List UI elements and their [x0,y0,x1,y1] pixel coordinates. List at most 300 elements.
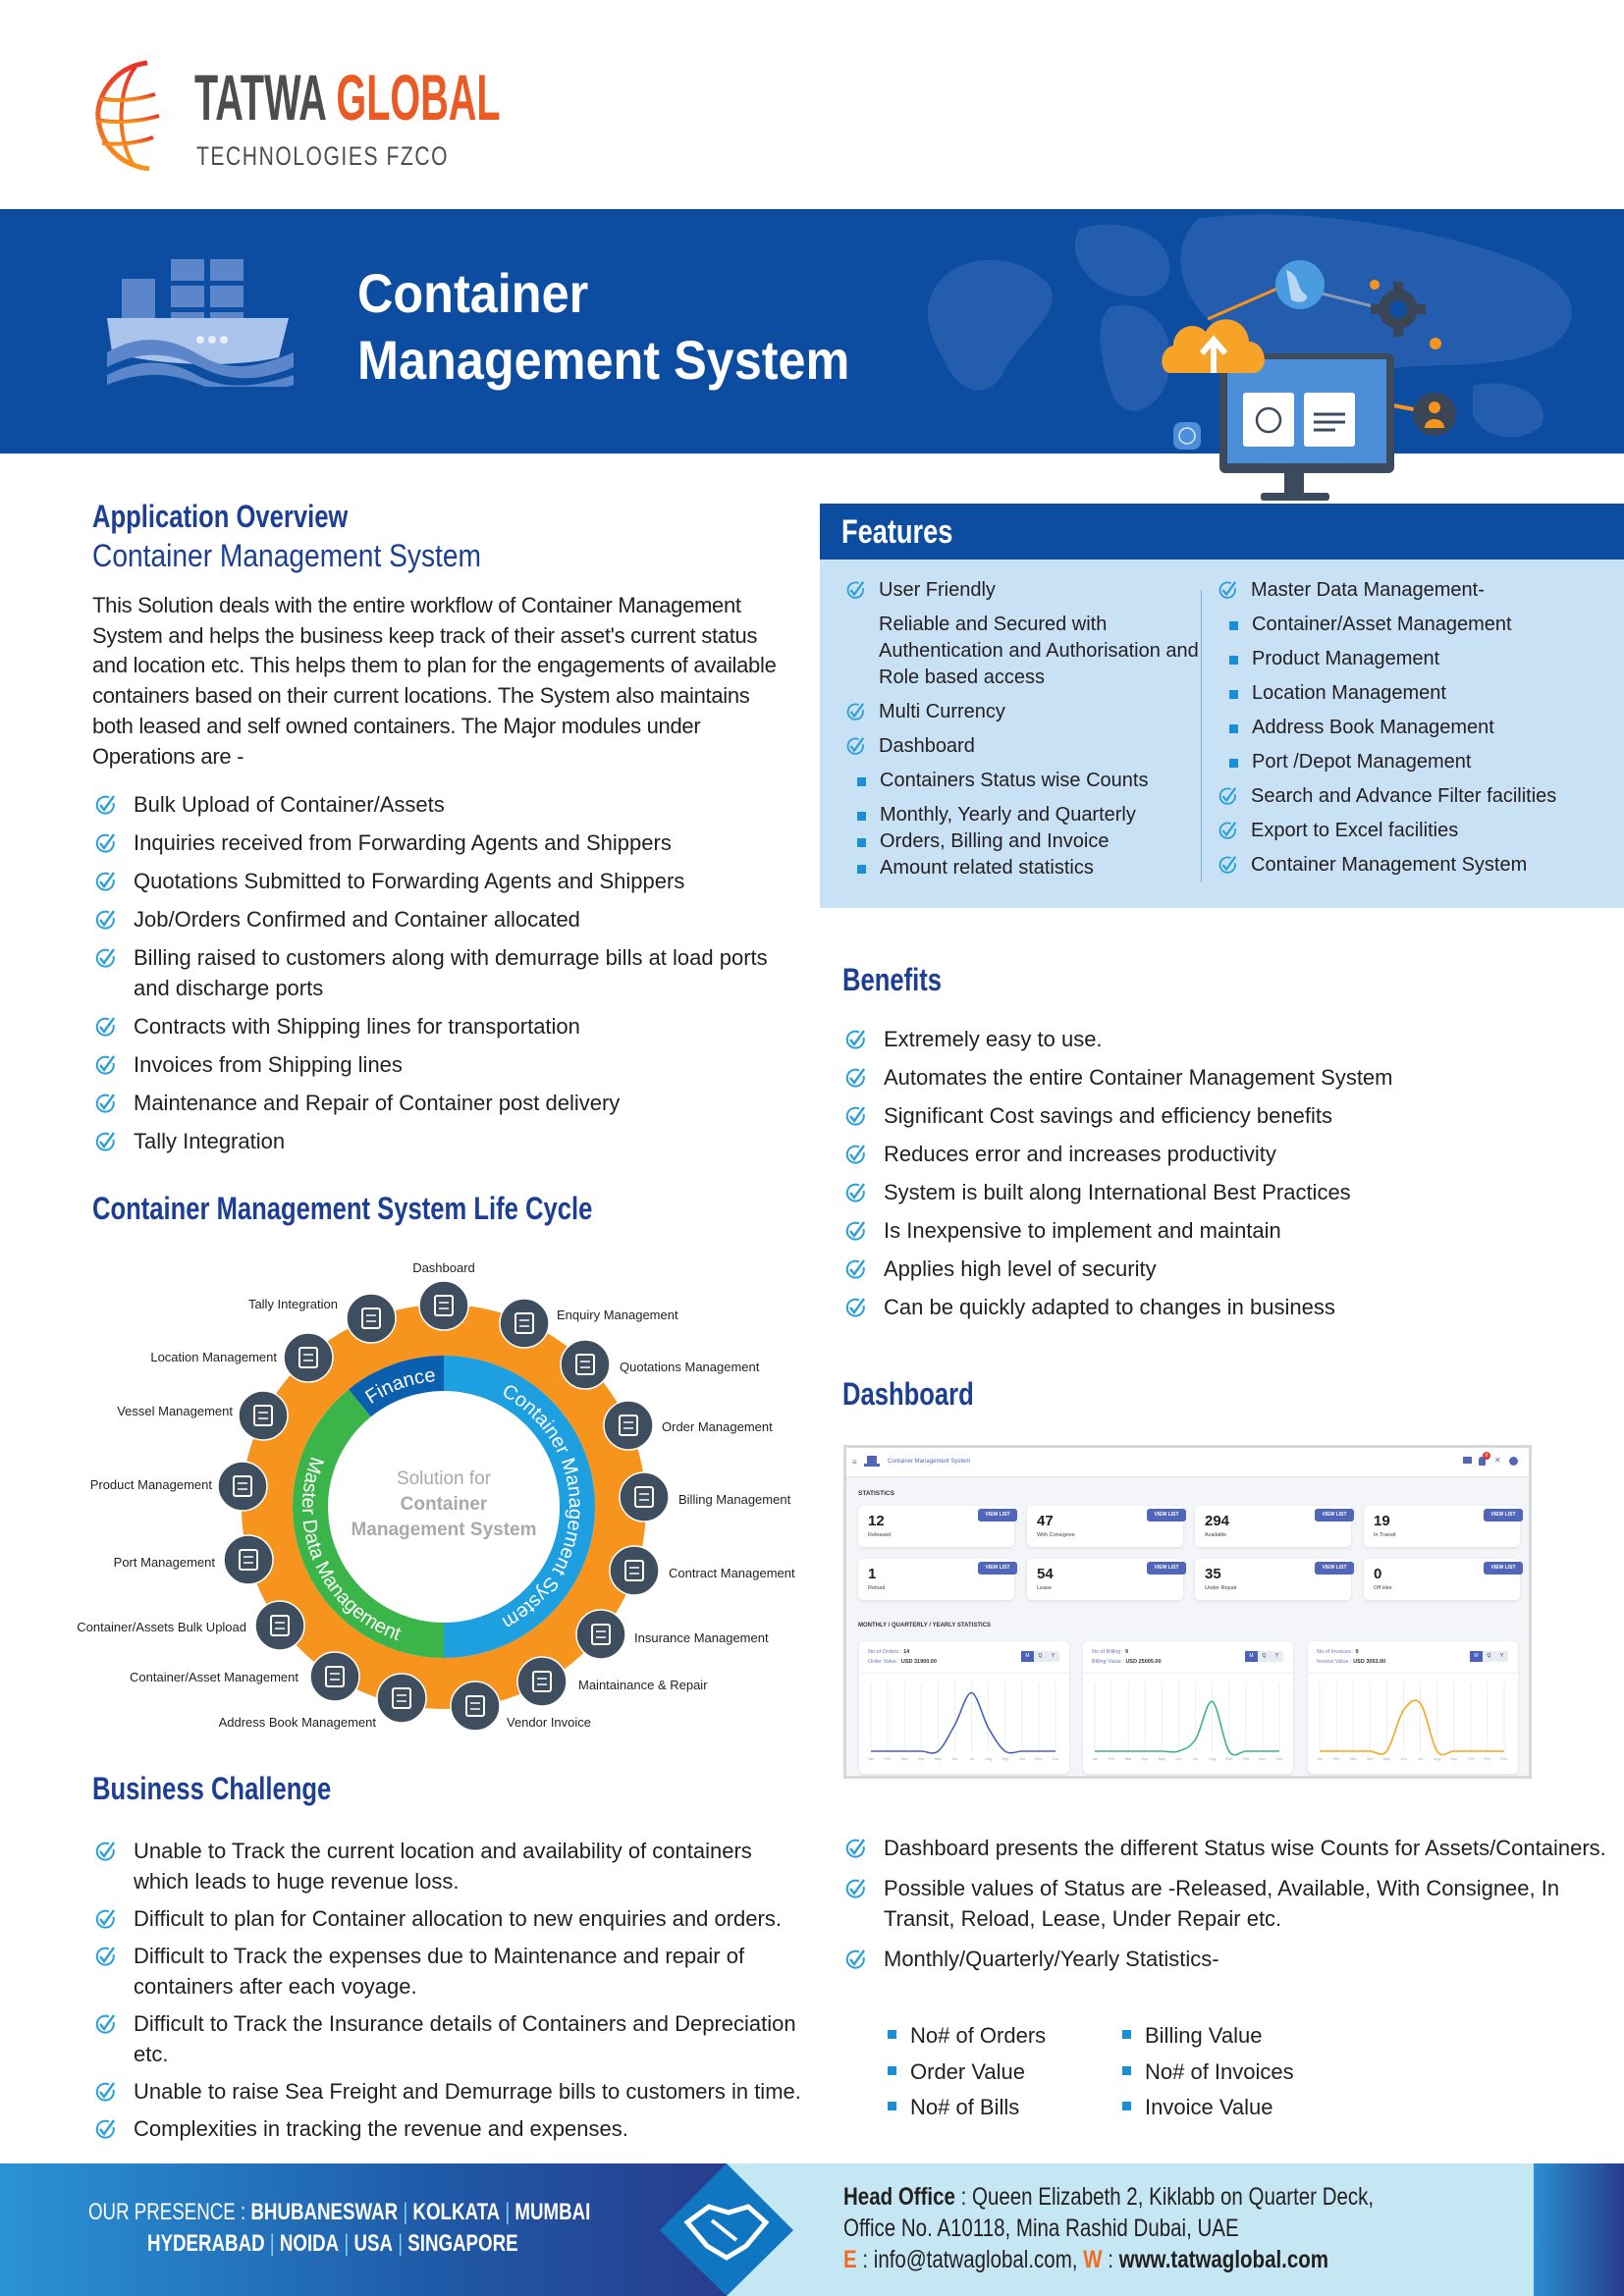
list-item-text: Can be quickly adapted to changes in business [884,1295,1335,1319]
period-button-y[interactable]: Y [1051,1653,1056,1659]
center-text-line2: Container [400,1494,488,1515]
challenge-heading: Business Challenge [92,1771,332,1806]
lifecycle-node-label: Product Management [89,1477,212,1492]
list-item-text: Container/Asset Management [1252,614,1512,635]
list-item-text: System is built along International Best Practices [884,1180,1351,1204]
month-tick-label: Oct [1467,1756,1474,1761]
check-circle-icon [844,1219,866,1241]
lifecycle-node-label: Location Management [150,1350,277,1364]
city-name: SINGAPORE [407,2230,518,2257]
dashboard-notes-list [844,1833,1610,1984]
month-tick-label: May [1158,1756,1166,1761]
list-item-text: Difficult to plan for Container allocation to new enquiries and orders. [134,1906,782,1931]
period-button-y[interactable]: Y [1274,1653,1279,1659]
square-bullet-icon [888,2030,896,2039]
gears-icon [517,1657,567,1706]
month-tick-label: Feb [1332,1756,1340,1761]
list-item-text: Billing Value [1145,2023,1263,2048]
amount-label: Order Value : [868,1659,900,1665]
clipboard-icon [610,1546,659,1595]
status-count: 19 [1374,1513,1390,1529]
list-item [844,1254,1610,1284]
month-tick-label: Apr [918,1756,925,1761]
city-name: NOIDA [279,2230,340,2257]
package-icon [604,1401,653,1450]
list-item [845,802,1199,828]
list-item-text: Port /Depot Management [1252,751,1472,773]
list-item-text: Unable to Track the current location and availability of containers which leads to huge revenue loss. [134,1839,752,1894]
app-logo-icon [864,1456,880,1469]
list-item-text: Maintenance and Repair of Container post delivery [134,1091,621,1115]
list-item-text: No# of Bills [910,2095,1020,2119]
check-circle-icon [844,1143,866,1164]
period-button-m[interactable]: M [1470,1651,1483,1662]
hamburger-menu-icon[interactable]: ≡ [852,1458,857,1467]
month-tick-label: Apr [1367,1756,1374,1761]
month-tick-label: Nov [1035,1756,1043,1761]
month-tick-label: Apr [1142,1756,1149,1761]
check-circle-icon [845,580,865,600]
list-item-text: Invoices from Shipping lines [134,1052,403,1077]
list-item [844,1024,1610,1054]
month-tick-label: Sep [1225,1756,1233,1761]
period-button-y[interactable]: Y [1499,1653,1504,1659]
benefits-heading: Benefits [842,962,942,997]
check-circle-icon [845,702,865,721]
list-item-text: Monthly/Quarterly/Yearly Statistics- [884,1947,1219,1971]
email-label: E [843,2246,857,2273]
check-circle-icon [1218,786,1237,806]
check-circle-icon [94,908,116,930]
line-chart [1308,1641,1518,1761]
period-button-q[interactable]: Q [1487,1653,1491,1659]
lifecycle-node-label: Enquiry Management [557,1308,678,1322]
dashboard-stats-col2 [1122,2020,1417,2128]
month-tick-label: Jun [1400,1756,1407,1761]
month-tick-label: May [934,1756,943,1761]
list-item-text: User Friendly [879,579,996,601]
amount-value: USD 31900.00 [900,1659,937,1665]
list-item-text: Containers Status wise Counts [880,770,1149,791]
month-tick-label: Mar [1349,1756,1357,1761]
cloud-monitor-illustration [1159,245,1483,506]
check-circle-icon [844,1296,866,1317]
status-count: 54 [1037,1566,1054,1582]
month-tick-label: Jan [1316,1756,1324,1761]
list-item [844,1873,1610,1934]
check-circle-icon [844,1837,866,1858]
web-label: W [1083,2246,1103,2273]
statistics-chart-card [1083,1641,1293,1774]
list-item-text: Applies high level of security [884,1256,1157,1281]
month-tick-label: Jul [1192,1756,1199,1761]
list-item [1218,852,1620,879]
list-item-text: Is Inexpensive to implement and maintain [884,1218,1281,1243]
status-label: Released [868,1532,892,1538]
list-item-text: Quotations Submitted to Forwarding Agents and Shippers [134,869,685,893]
month-tick-label: Dec [1052,1756,1059,1761]
check-circle-icon [1218,580,1237,600]
lifecycle-node-label: Port Management [113,1555,215,1570]
list-item [845,612,1199,691]
list-item [94,2008,811,2069]
month-tick-label: Dec [1275,1756,1283,1761]
status-count-card [1364,1559,1520,1600]
month-tick-label: Jun [951,1756,958,1761]
list-item-text: Master Data Management- [1251,579,1485,601]
features-column-divider [1201,590,1202,882]
series-line [1320,1700,1504,1754]
list-item [845,699,1199,725]
list-item [845,577,1199,604]
city-name: KOLKATA [412,2199,501,2225]
list-item [1218,715,1620,741]
benefits-list [844,1024,1610,1330]
list-item-text: Container Management System [1251,854,1528,876]
status-count: 35 [1205,1566,1221,1582]
list-item [94,1126,801,1156]
dashboard-heading: Dashboard [842,1376,974,1412]
month-tick-label: Mar [1124,1756,1132,1761]
dashboard-topbar [846,1448,1529,1477]
checklist-icon [500,1299,549,1348]
count-label: No of Invoices : [1317,1649,1354,1655]
list-item [1122,2056,1417,2087]
list-item [844,1944,1610,1974]
status-count: 294 [1205,1513,1230,1529]
month-tick-label: Aug [985,1756,993,1761]
modules-list [94,789,801,1164]
container-ship-icon [310,1652,359,1701]
check-circle-icon [94,1053,116,1075]
check-circle-icon [844,1028,866,1049]
status-count: 1 [868,1566,877,1582]
month-tick-label: Feb [1108,1756,1115,1761]
list-item-text: Extremely easy to use. [884,1027,1103,1051]
square-bullet-icon [1229,724,1238,733]
list-item-text: Significant Cost savings and efficiency benefits [884,1103,1332,1128]
center-text-line3: Management System [351,1520,537,1540]
status-label: Under Repair [1205,1585,1237,1591]
period-button-q[interactable]: Q [1038,1653,1043,1659]
month-tick-label: Jan [867,1756,875,1761]
amount-label: Invoice Value : [1317,1659,1352,1665]
container-ship-icon [102,259,303,387]
month-tick-label: Oct [1018,1756,1025,1761]
city-name: MUMBAI [514,2199,591,2225]
ring-label-container-management: Container Management System [498,1380,587,1633]
check-circle-icon [844,1181,866,1202]
square-bullet-icon [1229,656,1238,665]
dashboard-screenshot [843,1445,1532,1779]
check-circle-icon [94,1015,116,1037]
user-icon [1413,393,1456,436]
view-list-button[interactable]: VIEW LIST [1315,1562,1354,1575]
month-tick-label: Nov [1484,1756,1491,1761]
list-item-text: Unable to raise Sea Freight and Demurrage bills to customers in time. [134,2079,801,2104]
list-item [94,828,801,858]
list-item [94,1088,801,1118]
features-left-column [845,577,1199,889]
square-bullet-icon [857,865,866,874]
check-circle-icon [844,1257,866,1279]
square-bullet-icon [888,2102,896,2110]
overview-paragraph: This Solution deals with the entire workflow of Container Management System and helps the business keep track of their asset's current status and location etc. This helps them to plan for the engagements of available containers based on their current locations. The System also maintains both leased and self owned containers. The Major modules under Operations are - [92,593,777,769]
lifecycle-node-label: Vendor Invoice [507,1715,592,1730]
count-value: 9 [1355,1649,1359,1655]
count-label: No of Billing : [1092,1649,1124,1655]
check-circle-icon [94,870,116,891]
city-separator: | [264,2230,280,2257]
list-item-text: Contracts with Shipping lines for transportation [134,1014,580,1039]
month-tick-label: Sep [1450,1756,1458,1761]
list-item [1218,749,1620,775]
view-list-button[interactable]: VIEW LIST [1147,1509,1186,1522]
footer-contact: Head Office : Queen Elizabeth 2, Kiklabb on Quarter Deck, Office No. A10118, Mina Rashid Dubai, UAE E : info@tatwaglobal.com, W : www.tatwaglobal.com [727,2163,1534,2296]
list-item [845,768,1199,794]
list-item [1218,577,1620,604]
tally-logo-icon [347,1294,396,1343]
check-circle-icon [94,1092,116,1113]
list-item [888,2056,1113,2087]
status-count-card [858,1559,1014,1600]
challenge-list [94,1836,811,2151]
lifecycle-node-label: Tally Integration [247,1297,338,1311]
list-item-text: Difficult to Track the expenses due to Maintenance and repair of containers after each voyage. [134,1944,745,1999]
city-name: BHUBANESWAR [250,2199,399,2225]
banner-title-line2: Management System [357,329,850,391]
list-item-text: Bulk Upload of Container/Assets [134,792,445,817]
features-right-column [1218,577,1620,886]
check-circle-icon [94,1840,116,1861]
address-line2: Office No. A10118, Mina Rashid Dubai, UAE [843,2215,1239,2242]
status-count-card [1027,1506,1183,1547]
period-button-m[interactable]: M [1245,1651,1258,1662]
check-circle-icon [1218,821,1237,840]
lifecycle-node-label: Contract Management [669,1566,795,1580]
check-circle-icon [94,793,116,815]
check-circle-icon [844,1948,866,1969]
features-panel [820,504,1624,908]
list-item [844,1062,1610,1093]
check-circle-icon [94,2080,116,2102]
list-item-text: Orders, Billing and Invoice [880,830,1110,852]
check-circle-icon [94,1130,116,1151]
status-label: With Consignee [1037,1532,1075,1538]
product-presentation-icon [218,1462,267,1511]
check-circle-icon [94,2012,116,2034]
city-separator: | [393,2230,408,2257]
footer-presence [0,2163,727,2296]
status-count-card [1195,1506,1351,1547]
status-label: Reload [868,1585,886,1591]
month-tick-label: Feb [884,1756,892,1761]
series-line [1095,1701,1279,1754]
location-pin-icon [284,1333,333,1382]
list-item-text: Search and Advance Filter facilities [1251,785,1557,807]
center-text-line1: Solution for [396,1468,492,1489]
status-label: Lease [1037,1585,1052,1591]
check-circle-icon [844,1066,866,1088]
lifecycle-node-label: Billing Management [678,1492,791,1507]
invoice-icon [451,1682,500,1731]
lifecycle-node-label: Container/Assets Bulk Upload [77,1620,246,1634]
presence-label: OUR PRESENCE : [88,2199,246,2225]
list-item-text: Amount related statistics [880,857,1094,879]
list-item [1218,646,1620,672]
list-item [844,1100,1610,1131]
count-label: No of Orders : [868,1649,902,1655]
line-chart [859,1641,1069,1761]
lifecycle-diagram [0,1247,815,1747]
month-tick-label: Dec [1500,1756,1508,1761]
website-link[interactable]: www.tatwaglobal.com [1118,2246,1329,2273]
lifecycle-node-label: Container/Asset Management [130,1670,298,1684]
banner-title-line1: Container [357,262,589,324]
list-item-text: Billing raised to customers along with demurrage bills at load ports and discharge ports [134,945,768,1000]
status-count: 12 [868,1513,885,1529]
lifecycle-node-label: Quotations Management [620,1360,760,1374]
vessel-icon [239,1391,288,1440]
features-header-bar [820,504,1624,560]
list-item [94,866,801,896]
list-item-text: Reliable and Secured with Authentication and Authorisation and Role based access [879,614,1199,688]
square-bullet-icon [1122,2030,1131,2039]
lifecycle-node-label: Vessel Management [117,1404,233,1418]
list-item-text: Inquiries received from Forwarding Agents and Shippers [134,830,672,855]
list-item [844,1292,1610,1322]
ring-label-finance: Finance [361,1364,437,1409]
list-item-text: Order Value [910,2058,1025,2084]
lifecycle-heading: Container Management System Life Cycle [92,1191,593,1226]
email-link[interactable]: info@tatwaglobal.com, [873,2246,1078,2273]
check-circle-icon [94,1907,116,1929]
amount-value: USD 3053.00 [1353,1659,1386,1665]
list-item [94,1049,801,1080]
city-separator: | [500,2199,515,2225]
list-item-text: Export to Excel facilities [1251,820,1459,841]
list-item-text: Tally Integration [134,1129,286,1153]
list-item-text: Dashboard [879,735,975,757]
list-item-text: Possible values of Status are -Released, Available, With Consignee, In Transit, Reload, Lease, Under Repair etc. [884,1876,1560,1931]
series-line [871,1692,1056,1752]
status-count-card [1364,1506,1520,1547]
square-bullet-icon [1122,2102,1131,2110]
list-item [1122,2020,1417,2051]
mail-icon[interactable] [1463,1457,1472,1464]
user-avatar-icon[interactable] [1509,1457,1518,1466]
line-chart [1083,1641,1293,1761]
month-tick-label: Aug [1209,1756,1217,1761]
month-tick-label: Sep [1001,1756,1009,1761]
address-book-icon [377,1674,426,1723]
check-circle-icon [844,1104,866,1126]
lifecycle-node-label: Order Management [662,1419,773,1434]
check-circle-icon [94,946,116,968]
features-heading: Features [841,513,953,551]
overview-heading: Application Overview [92,499,349,534]
view-list-button[interactable]: VIEW LIST [1484,1562,1523,1575]
status-label: In Transit [1374,1532,1396,1538]
list-item [94,1941,811,2002]
month-tick-label: Jan [1091,1756,1099,1761]
view-list-button[interactable]: VIEW LIST [978,1562,1017,1575]
month-tick-label: Jul [1417,1756,1424,1761]
list-item [844,1833,1610,1863]
view-list-button[interactable]: VIEW LIST [978,1509,1017,1522]
status-count-card [858,1506,1014,1547]
list-item [844,1177,1610,1207]
check-circle-icon [94,831,116,853]
list-item-text: Automates the entire Container Management System [884,1065,1393,1090]
month-tick-label: Jul [968,1756,975,1761]
month-tick-label: May [1382,1756,1391,1761]
gear-icon [1371,282,1426,337]
ring-label-master-data: Master Data Management [297,1454,405,1645]
square-bullet-icon [857,777,866,786]
statistics-label: STATISTICS [858,1490,894,1497]
port-icon [224,1535,273,1584]
list-item [888,2092,1113,2122]
period-statistics-label: MONTHLY / QUARTERLY / YEARLY STATISTICS [858,1623,992,1629]
view-list-button[interactable]: VIEW LIST [1315,1509,1354,1522]
check-circle-icon [1218,855,1237,875]
list-item-text: Job/Orders Confirmed and Container allocated [134,907,580,932]
status-label: Available [1205,1532,1227,1538]
logo-word-global: GLOBAL [336,61,501,133]
statistics-chart-card [1308,1641,1518,1774]
period-button-m[interactable]: M [1021,1651,1034,1662]
status-count: 0 [1374,1566,1382,1582]
list-item [844,1139,1610,1169]
dashboard-stats-col1 [888,2020,1113,2128]
list-item [1218,612,1620,638]
month-tick-label: Aug [1434,1756,1441,1761]
list-item [845,733,1199,760]
view-list-button[interactable]: VIEW LIST [1147,1562,1186,1575]
lifecycle-node-label: Maintainance & Repair [578,1678,708,1692]
count-value: 14 [903,1649,910,1655]
month-tick-label: Oct [1242,1756,1249,1761]
list-item-text: Reduces error and increases productivity [884,1142,1276,1166]
lifecycle-node-label: Address Book Management [218,1715,376,1730]
list-item-text: Invoice Value [1145,2095,1273,2119]
period-button-q[interactable]: Q [1262,1653,1267,1659]
square-bullet-icon [1122,2066,1131,2075]
list-item-text: Product Management [1252,648,1440,669]
month-tick-label: Jun [1175,1756,1182,1761]
list-item-text: Dashboard presents the different Status wise Counts for Assets/Containers. [884,1836,1606,1860]
list-item [1218,680,1620,707]
list-item [94,1903,811,1934]
globe-logo-icon [88,59,167,171]
amount-value: USD 25005.00 [1125,1659,1162,1665]
document-pen-icon [561,1340,610,1389]
list-item [94,1836,811,1896]
view-list-button[interactable]: VIEW LIST [1484,1509,1523,1522]
logo-tagline: TECHNOLOGIES FZCO [196,141,450,171]
list-item [1122,2092,1417,2122]
check-circle-icon [845,736,865,756]
square-bullet-icon [1229,621,1238,630]
status-count: 47 [1037,1513,1054,1529]
square-bullet-icon [1229,759,1238,768]
notification-badge: 0 [1483,1452,1490,1460]
settings-icon[interactable]: ✕ [1494,1456,1501,1465]
dashboard-monitor-icon [419,1281,468,1330]
list-item-text: Location Management [1252,682,1446,704]
footer-right-strip [1534,2163,1624,2296]
